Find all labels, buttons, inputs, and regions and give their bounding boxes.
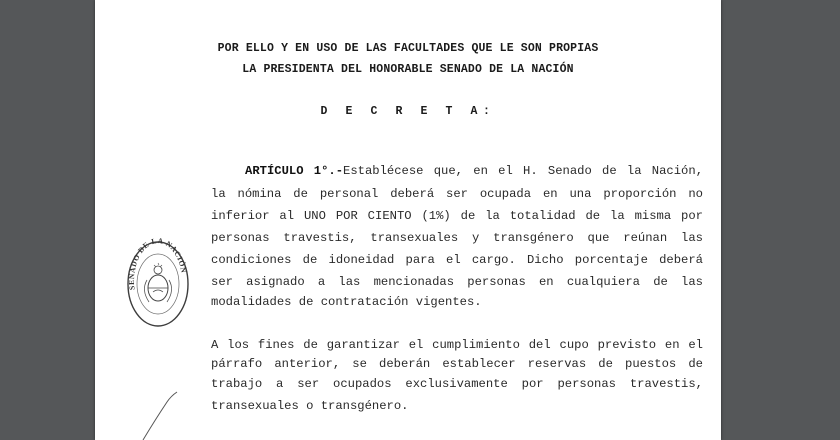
heading-line-2: LA PRESIDENTA DEL HONORABLE SENADO DE LA NACIÓN [242,63,574,76]
article-1-line: modalidades de contratación vigentes. [211,295,482,309]
viewer-background-left [0,0,95,440]
heading-line-1: POR ELLO Y EN USO DE LAS FACULTADES QUE LE SON PROPIAS [217,42,599,55]
article-1-label: ARTÍCULO 1°.- [245,164,344,178]
article-1-line: la nómina de personal deberá ser ocupada en una proporción no [211,187,703,201]
paragraph-2-line: transexuales o transgénero. [211,399,409,413]
document-page[interactable] [95,0,721,440]
paragraph-2-line: A los fines de garantizar el cumplimiento del cupo previsto en el [211,338,703,352]
paragraph-2-line: trabajo a ser ocupados exclusivamente por personas travestis, [211,377,703,391]
article-1-first-line [245,163,703,179]
senate-seal-stamp [123,230,193,328]
article-1-line: condiciones de idoneidad para el cargo. Dicho porcentaje deberá [211,253,703,267]
decreta-title: D E C R E T A: [320,105,496,118]
seal-text: SENADO DE LA NACIÓN [126,235,189,291]
signature-mark [141,390,181,440]
coat-of-arms-icon [144,263,171,302]
article-1-line: inferior al UNO POR CIENTO (1%) de la totalidad de la misma por [211,209,703,223]
article-1-line: ser asignado a las mencionadas personas en cualquiera de las [211,275,703,289]
viewer-background-right [721,0,840,440]
paragraph-2-line: párrafo anterior, se deberán establecer reservas de puestos de [211,357,703,371]
article-1-line: personas travestis, transexuales y transgénero que reúnan las [211,231,703,245]
article-1-first-line-text: Establécese que, en el H. Senado de la Nación, [343,164,704,178]
